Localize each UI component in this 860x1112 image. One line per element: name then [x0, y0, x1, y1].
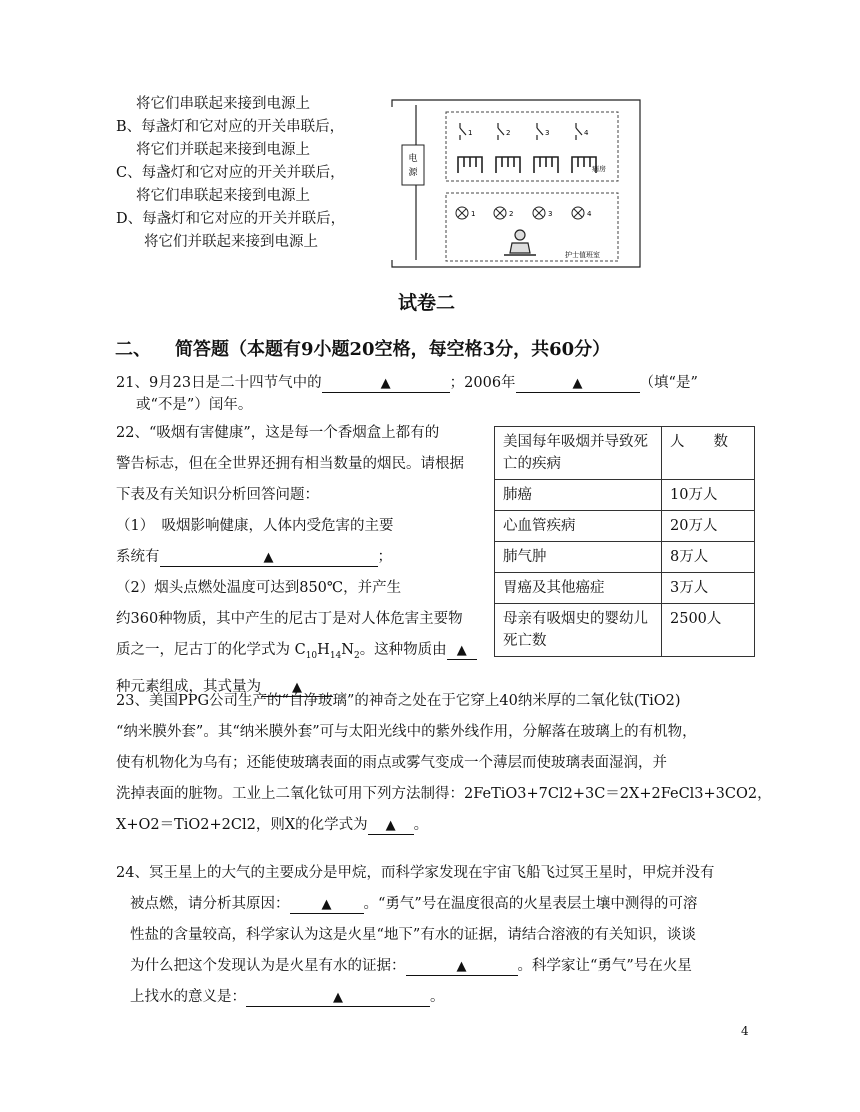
question-24	[116, 858, 756, 1013]
page-number: 4	[741, 1024, 749, 1038]
q22-line: 22、“吸烟有害健康”，这是每一个香烟盒上都有的	[116, 425, 440, 441]
cell-count: 3万人	[662, 573, 755, 604]
lamp-number: 3	[548, 210, 553, 218]
duty-room-label: 护士值班室	[565, 251, 600, 259]
q22-line: 下表及有关知识分析回答问题：	[116, 487, 319, 503]
question-22	[116, 418, 488, 703]
q24-line: 上找水的意义是： ▲ 。	[130, 989, 445, 1005]
section-number: 二、	[115, 339, 151, 360]
q22-line: 警告标志，但在全世界还拥有相当数量的烟民。请根据	[116, 456, 464, 472]
switch-number: 3	[545, 129, 550, 137]
cell-cause: 肺气肿	[495, 542, 662, 573]
table-header-row	[495, 427, 755, 480]
smoking-deaths-table	[494, 426, 755, 657]
ward-label: 病房	[592, 165, 606, 173]
answer-blank[interactable]: ▲	[290, 896, 364, 914]
answer-blank[interactable]: ▲	[406, 958, 518, 976]
cell-count: 2500人	[662, 604, 755, 657]
power-label-1: 电	[408, 154, 418, 164]
table-row	[495, 542, 755, 573]
option-d-line2: 将它们并联起来接到电源上	[144, 234, 318, 250]
q22-line: （1） 吸烟影响健康，人体内受危害的主要	[116, 518, 394, 534]
table-row	[495, 573, 755, 604]
q23-line: X+O2＝TiO2+2Cl2，则X的化学式为 ▲ 。	[116, 817, 429, 833]
switch-number: 4	[584, 129, 589, 137]
q22-line: 种元素组成，其式量为 ▲	[116, 672, 488, 703]
option-c-line2: 将它们串联起来接到电源上	[136, 188, 310, 204]
q22-line: 质之一，尼古丁的化学式为 $C_{10}H_{14}N_2$。这种物质由 ▲	[116, 635, 488, 672]
circuit-diagram	[380, 95, 650, 270]
question-23	[116, 686, 772, 841]
answer-blank[interactable]: ▲	[322, 375, 450, 393]
q23-line: 洗掉表面的脏物。工业上二氧化钛可用下列方法制得：2FeTiO3+7Cl2+3C＝2X+2FeCl3+3CO2，	[116, 786, 772, 802]
cell-count: 10万人	[662, 480, 755, 511]
answer-blank[interactable]: ▲	[516, 375, 640, 393]
answer-blank[interactable]: ▲	[261, 679, 333, 697]
q23-line: “纳米膜外套”。其“纳米膜外套”可与太阳光线中的紫外线作用，分解落在玻璃上的有机物，	[116, 724, 697, 740]
header-cause: 美国每年吸烟并导致死亡的疾病	[495, 427, 662, 480]
q22-line: 系统有 ▲ ；	[116, 549, 392, 565]
lamp-number: 4	[587, 210, 592, 218]
cell-count: 8万人	[662, 542, 755, 573]
answer-blank[interactable]: ▲	[447, 642, 477, 660]
question-21: 21、9月23日是二十四节气中的 ▲ ；2006年 ▲ （填“是”	[116, 375, 698, 391]
switch-number: 2	[506, 129, 511, 137]
answer-blank[interactable]: ▲	[368, 817, 414, 835]
q24-line: 24、冥王星上的大气的主要成分是甲烷，而科学家发现在宇宙飞船飞过冥王星时，甲烷并没有	[116, 865, 715, 881]
answer-blank[interactable]: ▲	[160, 549, 378, 567]
q22-line: （2）烟头点燃处温度可达到850℃，并产生	[116, 580, 402, 596]
header-count: 人 数	[662, 427, 755, 480]
option-c-line1: C、每盏灯和它对应的开关并联后，	[116, 165, 345, 181]
option-a-continuation: 将它们串联起来接到电源上	[136, 96, 310, 112]
option-b-line1: B、每盏灯和它对应的开关串联后，	[116, 119, 345, 135]
q24-line: 为什么把这个发现认为是火星有水的证据： ▲ 。科学家让“勇气”号在火星	[130, 958, 692, 974]
q23-line: 使有机物化为乌有；还能使玻璃表面的雨点或雾气变成一个薄层而使玻璃表面湿润，并	[116, 755, 667, 771]
cell-cause: 胃癌及其他癌症	[495, 573, 662, 604]
paper-title: 试卷二	[398, 292, 456, 314]
table-row	[495, 480, 755, 511]
power-label-2: 源	[408, 168, 418, 178]
q24-line: 性盐的含量较高，科学家认为这是火星“地下”有水的证据，请结合溶液的有关知识，谈谈	[130, 927, 696, 943]
cell-cause: 肺癌	[495, 480, 662, 511]
table-row	[495, 511, 755, 542]
lamp-number: 1	[471, 210, 476, 218]
lamp-number: 2	[509, 210, 514, 218]
q22-line: 约360种物质，其中产生的尼古丁是对人体危害主要物	[116, 611, 463, 627]
table-row	[495, 604, 755, 657]
option-d-line1: D、每盏灯和它对应的开关并联后，	[116, 211, 346, 227]
cell-count: 20万人	[662, 511, 755, 542]
cell-cause: 心血管疾病	[495, 511, 662, 542]
section-title: 简答题（本题有9小题20空格，每空格3分，共60分）	[175, 339, 611, 360]
switch-number: 1	[468, 129, 473, 137]
q23-line: 23、美国PPG公司生产的“自净玻璃”的神奇之处在于它穿上40纳米厚的二氧化钛(TiO2)	[116, 693, 681, 709]
q24-line: 被点燃，请分析其原因： ▲ 。“勇气”号在温度很高的火星表层土壤中测得的可溶	[130, 896, 698, 912]
question-21-cont: 或“不是”）闰年。	[136, 397, 253, 413]
cell-cause: 母亲有吸烟史的婴幼儿死亡数	[495, 604, 662, 657]
answer-blank[interactable]: ▲	[246, 989, 430, 1007]
option-b-line2: 将它们并联起来接到电源上	[136, 142, 310, 158]
